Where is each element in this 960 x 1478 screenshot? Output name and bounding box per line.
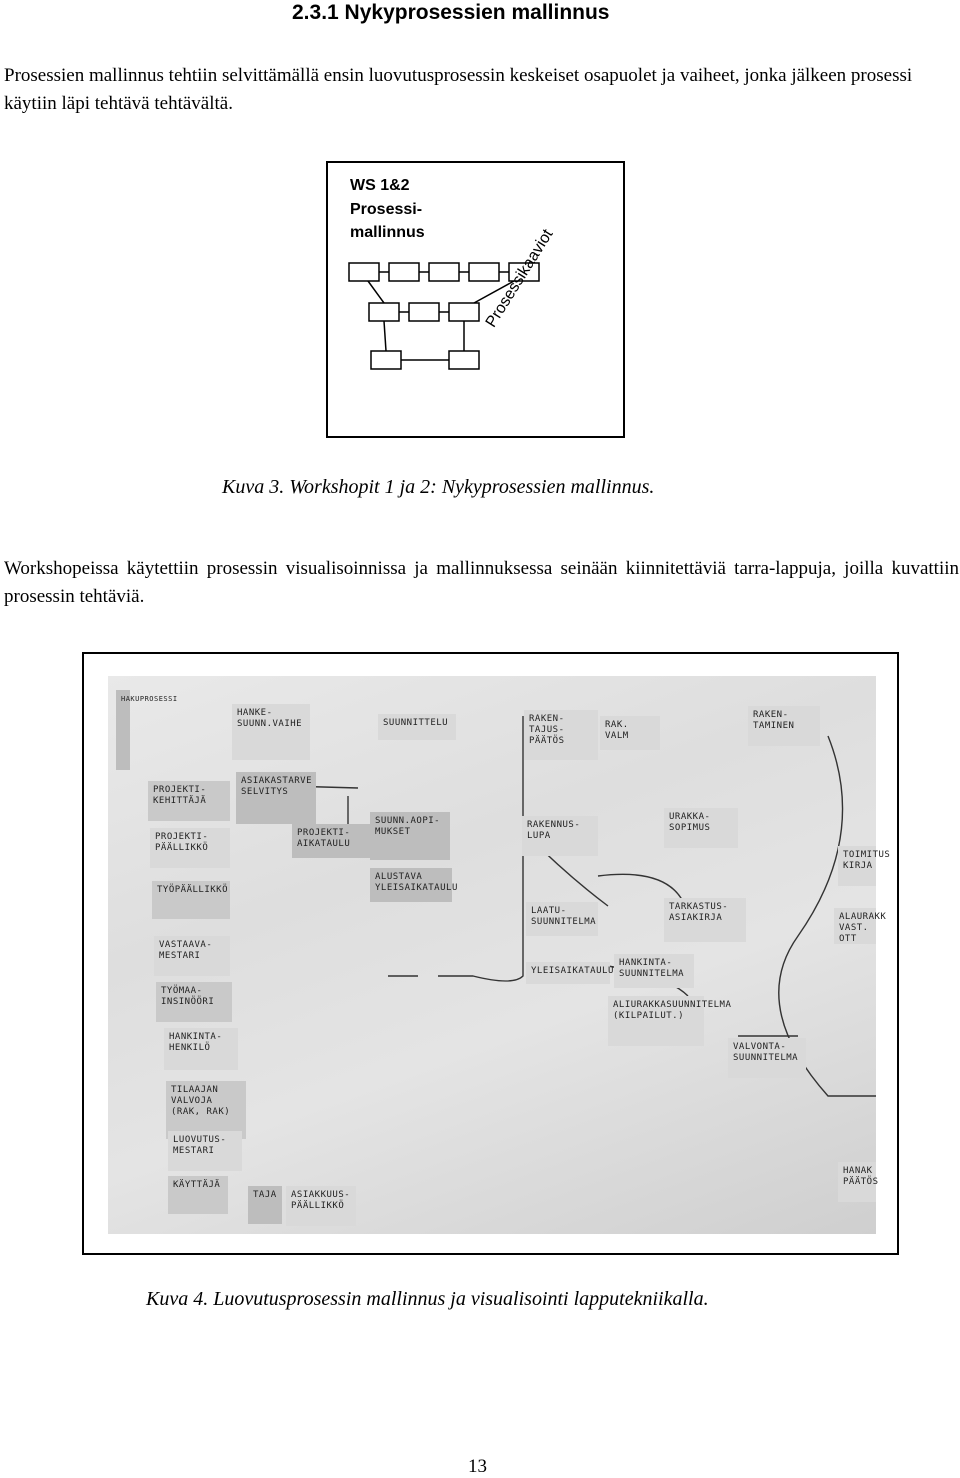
- sticky-note: ALAURAKK VAST. OTT: [834, 908, 876, 944]
- process-diagram-svg: [328, 163, 627, 440]
- sticky-note: HANKINTA- SUUNNITELMA: [614, 954, 694, 988]
- process-box: [449, 351, 479, 369]
- figure-3-title: WS 1&2: [350, 177, 410, 194]
- sticky-note: ASIAKASTARVE SELVITYS: [236, 772, 316, 824]
- sticky-note: HANKE- SUUNN.VAIHE: [232, 704, 310, 760]
- sticky-note: PROJEKTI- KEHITTÄJÄ: [148, 781, 230, 821]
- sticky-note: ASIAKKUUS- PÄÄLLIKKÖ: [286, 1186, 356, 1226]
- sticky-note: ALUSTAVA YLEISAIKATAULU: [370, 868, 452, 902]
- sticky-note: VALVONTA- SUUNNITELMA: [728, 1038, 806, 1078]
- sticky-note: HAKUPROSESSI: [116, 690, 130, 770]
- figure-3-rotated-label: Prosessikaaviot: [482, 226, 557, 331]
- paragraph-intro: Prosessien mallinnus tehtiin selvittämällä ensin luovutusprosessin keskeiset osapuolet ja vaiheet, jonka jälkeen prosessi käytiin läpi tehtävä tehtävältä.: [4, 65, 913, 114]
- figure-3-diagram: [326, 161, 625, 438]
- sticky-note: HANKINTA- HENKILÖ: [164, 1028, 238, 1070]
- sticky-note: KÄYTTÄJÄ: [168, 1176, 228, 1214]
- sticky-note: TILAAJAN VALVOJA (RAK, RAK): [166, 1081, 246, 1139]
- process-box: [371, 351, 401, 369]
- sticky-note: TAJA: [248, 1186, 282, 1224]
- figure-3-subtitle: Prosessi- mallinnus: [350, 201, 425, 241]
- process-box: [449, 303, 479, 321]
- sticky-note: URAKKA- SOPIMUS: [664, 808, 738, 848]
- page-number: 13: [468, 1456, 487, 1477]
- process-box: [429, 263, 459, 281]
- figure-3-caption: Kuva 3. Workshopit 1 ja 2: Nykyprosessien mallinnus.: [222, 476, 655, 498]
- sticky-note: SUUNN.AOPI- MUKSET: [370, 812, 450, 860]
- section-heading: 2.3.1 Nykyprosessien mallinnus: [292, 1, 610, 24]
- sticky-note: TYÖMAA- INSINÖÖRI: [156, 982, 232, 1022]
- sticky-note: RAKEN- TAJUS- PÄÄTÖS: [524, 710, 598, 760]
- process-box: [389, 263, 419, 281]
- sticky-note: TYÖPÄÄLLIKKÖ: [152, 881, 230, 919]
- sticky-note: TARKASTUS- ASIAKIRJA: [664, 898, 746, 942]
- sticky-note: YLEISAIKATAULU: [526, 962, 610, 984]
- sticky-note: PROJEKTI- PÄÄLLIKKÖ: [150, 828, 230, 868]
- sticky-note: SUUNNITTELU: [378, 714, 456, 740]
- sticky-note: RAK. VALM: [600, 716, 660, 750]
- sticky-note: RAKENNUS- LUPA: [522, 816, 598, 856]
- sticky-note: HANAK PÄÄTÖS: [838, 1162, 876, 1202]
- process-box: [469, 263, 499, 281]
- sticky-note: PROJEKTI- AIKATAULU: [292, 824, 370, 858]
- sticky-note: RAKEN- TAMINEN: [748, 706, 820, 746]
- sticky-note: TOIMITUS KIRJA: [838, 846, 876, 886]
- whiteboard-photo: [108, 676, 891, 1234]
- sticky-note: LUOVUTUS- MESTARI: [168, 1131, 242, 1171]
- sticky-note: ALIURAKKASUUNNITELMA (KILPAILUT.): [608, 996, 704, 1046]
- paragraph-workshops: Workshopeissa käytettiin prosessin visualisoinnissa ja mallinnuksessa seinään kiinnitettäviä tarra-lappuja, joilla kuvattiin prosessin tehtäviä.: [4, 558, 959, 607]
- sticky-note: VASTAAVA- MESTARI: [154, 936, 230, 976]
- figure-4-caption: Kuva 4. Luovutusprosessin mallinnus ja visualisointi lapputekniikalla.: [146, 1288, 709, 1310]
- process-box: [349, 263, 379, 281]
- figure-4-photo-frame: [82, 652, 899, 1255]
- process-box: [409, 303, 439, 321]
- sticky-note: LAATU- SUUNNITELMA: [526, 902, 598, 936]
- process-box: [369, 303, 399, 321]
